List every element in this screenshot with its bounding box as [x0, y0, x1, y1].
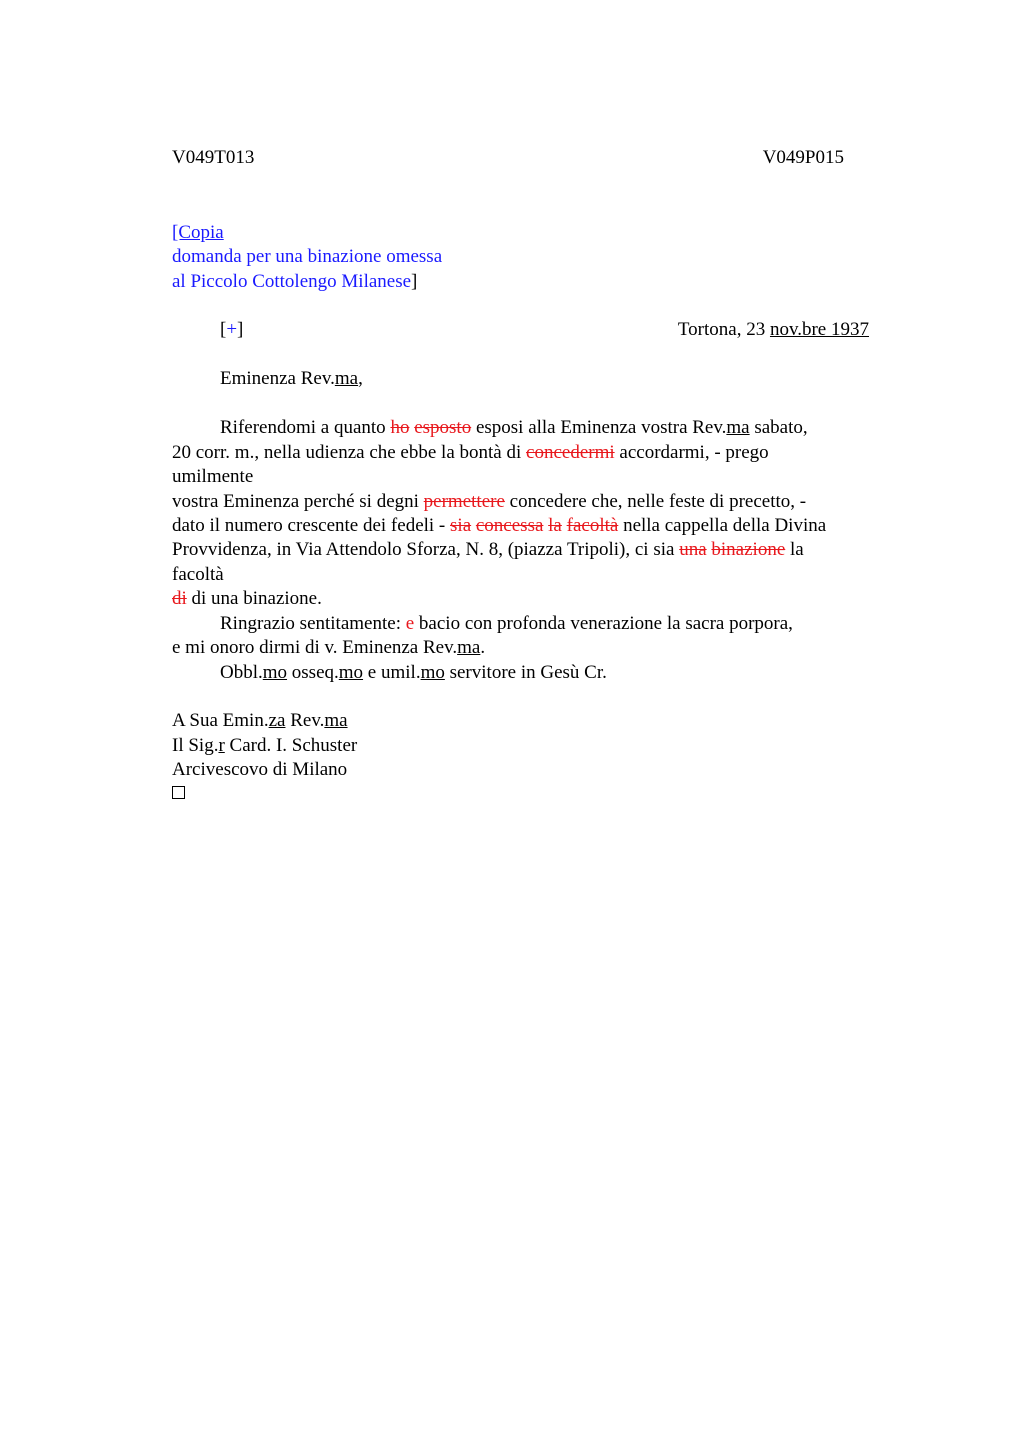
- deleted-word: la: [548, 515, 562, 536]
- salutation: [220, 367, 363, 391]
- title-line-1: [172, 221, 224, 245]
- cross-mark: [220, 318, 243, 342]
- text-segment: servitore in Gesù Cr.: [444, 662, 607, 683]
- end-box-icon: [172, 786, 185, 799]
- body-line-1: [220, 416, 808, 440]
- text-segment: di una binazione.: [186, 588, 322, 609]
- title-line-2: domanda per una binazione omessa: [172, 246, 443, 267]
- body-line-8: [172, 587, 322, 611]
- closing-line: [220, 661, 607, 685]
- deleted-word: esposto: [414, 417, 472, 438]
- address-line-2: [172, 734, 357, 758]
- text-segment: bacio con profonda venerazione la sacra porpora,: [414, 613, 793, 634]
- text-segment: accordarmi, - prego: [614, 442, 769, 463]
- text-segment: dato il numero crescente dei fedeli -: [172, 515, 451, 536]
- abbrev-superscript: ma: [324, 710, 348, 731]
- text-segment: e mi onoro dirmi di v. Eminenza Rev.: [172, 637, 458, 658]
- salutation-comma: ,: [358, 368, 363, 389]
- inserted-word: e: [405, 613, 415, 634]
- text-segment: Rev.: [285, 710, 325, 731]
- document-code-right: V049P015: [762, 147, 844, 168]
- document-code-left: V049T013: [172, 147, 255, 168]
- cross-symbol: +: [226, 319, 238, 340]
- title-closing-bracket: ]: [411, 271, 418, 292]
- text-segment: Obbl.: [220, 662, 263, 683]
- text-segment: sabato,: [749, 417, 808, 438]
- body-line-7: facoltà: [172, 564, 224, 585]
- body-line-2: [172, 441, 769, 465]
- deleted-word: facoltà: [566, 515, 619, 536]
- deleted-word: sia: [450, 515, 472, 536]
- deleted-word: concessa: [475, 515, 544, 536]
- body-line-5: [172, 514, 826, 538]
- dateline-date: nov.bre 1937: [769, 319, 869, 340]
- title-line-3: [172, 270, 417, 294]
- text-segment: 20 corr. m., nella udienza che ebbe la bontà di: [172, 442, 527, 463]
- salutation-text: Eminenza Rev.: [220, 368, 335, 389]
- deleted-word: una: [679, 539, 707, 560]
- body-line-4: [172, 490, 806, 514]
- body-line-3: umilmente: [172, 466, 254, 487]
- text-segment: e umil.: [363, 662, 421, 683]
- text-segment: nella cappella della Divina: [618, 515, 827, 536]
- deleted-word: binazione: [711, 539, 786, 560]
- text-segment: .: [480, 637, 486, 658]
- text-segment: A Sua Emin.: [172, 710, 269, 731]
- text-segment: Card. I. Schuster: [224, 735, 358, 756]
- body-line-6: [172, 538, 804, 562]
- deleted-word: permettere: [423, 491, 505, 512]
- abbrev-superscript: za: [268, 710, 286, 731]
- text-segment: concedere che, nelle feste di precetto, -: [504, 491, 807, 512]
- abbrev-superscript: mo: [262, 662, 288, 683]
- text-segment: osseq.: [287, 662, 339, 683]
- salutation-abbrev: ma: [334, 368, 359, 389]
- text-segment: Il Sig.: [172, 735, 219, 756]
- abbrev-superscript: ma: [457, 637, 481, 658]
- title-copia-link[interactable]: [Copia: [172, 222, 224, 243]
- abbrev-superscript: ma: [726, 417, 750, 438]
- cross-open-bracket: [: [220, 319, 227, 340]
- abbrev-superscript: mo: [338, 662, 364, 683]
- text-segment: la: [785, 539, 804, 560]
- title-line-3-text: al Piccolo Cottolengo Milanese: [172, 271, 412, 292]
- cross-close-bracket: ]: [237, 319, 244, 340]
- text-segment: esposi alla Eminenza vostra Rev.: [471, 417, 727, 438]
- text-segment: Provvidenza, in Via Attendolo Sforza, N. 8, (piazza Tripoli), ci sia: [172, 539, 680, 560]
- text-segment: Ringrazio sentitamente:: [220, 613, 406, 634]
- dateline-place: Tortona, 23: [677, 319, 770, 340]
- deleted-word: concedermi: [526, 442, 615, 463]
- dateline: [678, 318, 869, 342]
- body-line-10: [172, 636, 485, 660]
- abbrev-superscript: mo: [420, 662, 445, 683]
- address-line-3: Arcivescovo di Milano: [172, 759, 348, 780]
- abbrev-superscript: r: [218, 735, 225, 756]
- text-segment: vostra Eminenza perché si degni: [172, 491, 424, 512]
- body-line-9: [220, 612, 793, 636]
- text-segment: Riferendomi a quanto: [220, 417, 391, 438]
- deleted-word: di: [172, 588, 187, 609]
- address-line-1: [172, 709, 348, 733]
- deleted-word: ho: [390, 417, 410, 438]
